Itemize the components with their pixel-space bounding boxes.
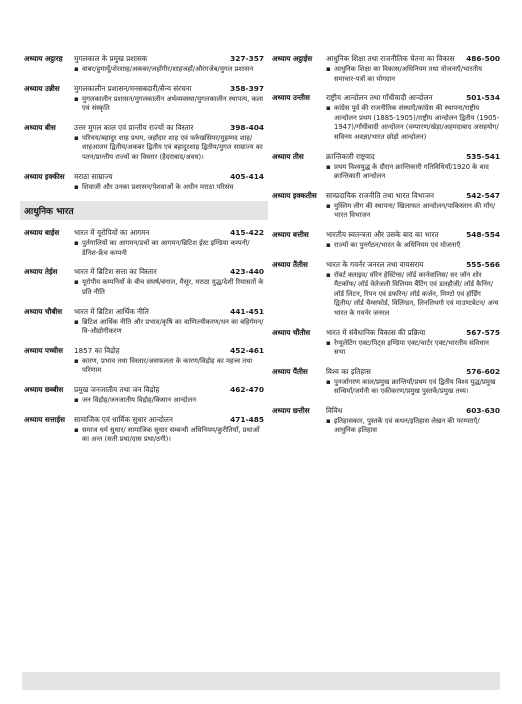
- chapter-body: [326, 54, 500, 84]
- chapter-title: भारत में ब्रिटिश सत्ता का विस्तार: [74, 267, 157, 277]
- chapter-subtopics: ▪ प्रथम विश्वयुद्ध के दौरान क्रान्तिकारी गतिविधियाँ/1920 के बाद क्रान्तिकारी आन्दोलन: [326, 163, 500, 182]
- toc-entry-row: [272, 230, 500, 251]
- toc-entry: [24, 385, 264, 406]
- chapter-label: अध्याय अट्ठारह: [24, 54, 63, 63]
- toc-entry-row: [272, 328, 500, 358]
- chapter-pages: 567-575: [466, 327, 500, 337]
- chapter-pages: 462-470: [230, 384, 264, 394]
- chapter-title: साम्प्रदायिक राजनीति तथा भारत विभाजन: [326, 190, 435, 200]
- chapter-subtopics: ▪ पुर्तगालियों का आगमन/डचों का आगमन/ब्रिटिश ईस्ट इण्डिया कम्पनी/डेनिश-फ्रेंच कम्पनी: [74, 239, 264, 258]
- chapter-title-line: [74, 267, 264, 277]
- toc-entry: [272, 260, 500, 319]
- chapter-pages: 501-534: [466, 93, 500, 103]
- chapter-pages: 327-357: [230, 54, 264, 63]
- chapter-body: [326, 367, 500, 397]
- chapter-label: अध्याय पैंतीस: [272, 366, 308, 376]
- chapter-title: भारत में ब्रिटिश आर्थिक नीति: [74, 306, 149, 316]
- chapter-subtopics: ▪ इतिहासकार, पुस्तकें एवं कथन/इतिहास लेखन की परम्पराएँ/आधुनिक इतिहास: [326, 417, 500, 436]
- toc-entry: [24, 54, 264, 75]
- chapter-title: भारतीय स्वतन्त्रता और उसके बाद का भारत: [326, 229, 439, 239]
- toc-entry: [24, 228, 264, 258]
- chapter-body: [74, 54, 264, 75]
- chapter-label: अध्याय चौंतीस: [272, 327, 311, 337]
- chapter-pages: 471-485: [230, 414, 264, 424]
- chapter-body: [74, 385, 264, 406]
- chapter-title: प्रमुख जनजातीय तथा जन विद्रोह: [74, 384, 160, 394]
- chapter-label: अध्याय छत्तीस: [272, 405, 310, 415]
- chapter-title-line: [74, 228, 264, 238]
- toc-list-modern: [24, 228, 264, 445]
- toc-entry: [272, 54, 500, 84]
- chapter-title-line: [74, 415, 264, 425]
- chapter-body: [326, 152, 500, 182]
- chapter-body: [326, 260, 500, 319]
- section-header-modern-india: आधुनिक भारत: [20, 201, 268, 220]
- chapter-title-line: [326, 230, 500, 240]
- chapter-label: अध्याय पच्चीस: [24, 345, 63, 355]
- toc-entry-row: [24, 307, 264, 337]
- toc-entry: [272, 152, 500, 182]
- toc-list-right: [272, 54, 500, 436]
- toc-entry: [24, 307, 264, 337]
- toc-right-column: [272, 54, 500, 445]
- toc-entry-row: [24, 415, 264, 445]
- chapter-label: अध्याय उन्तीस: [272, 93, 310, 103]
- chapter-body: [326, 93, 500, 142]
- chapter-subtopics: ▪ कांग्रेस पूर्व की राजनीतिक संस्थाएँ/कांग्रेस की स्थापना/राष्ट्रीय आन्दोलन प्रथम (1885-1905)/राष्ट्रीय आन्दोलन द्वितीय (1905-1947)/गाँधीवादी आन्दोलन (चम्पारण/खेड़ा/अहमदाबाद असहयोग/सविनय अवज्ञा/भारत छोड़ो आन्दोलन): [326, 104, 500, 142]
- chapter-subtopics: ▪ कारण, प्रभाव तथा विस्तार/असफलता के कारण/विद्रोह का महत्त्व तथा परिणाम: [74, 357, 264, 376]
- toc-entry: [24, 346, 264, 376]
- chapter-title-line: [326, 93, 500, 103]
- chapter-subtopics: ▪ समाज धर्म सुधार/ सामाजिक सुधार सम्बन्धी अधिनियम/कुरीतियाँ, प्रथाओं का अन्त (सती प्रथा/दास प्रथा/ठगी)।: [74, 426, 264, 445]
- chapter-pages: 486-500: [466, 54, 500, 63]
- chapter-subtopics: ▪ मुस्लिम लीग की स्थापना/ खिलाफत आन्दोलन/पाकिस्तान की माँग/ भारत विभाजन: [326, 202, 500, 221]
- chapter-title: मुगलकालीन प्रशासन/मनसबदारी/सैन्य संरचना: [74, 83, 192, 93]
- chapter-subtopics: ▪ यूरोपीय कम्पनियों के बीच संघर्ष/बंगाल, मैसूर, मराठा युद्ध/देशी रियासतों के प्रति नीति: [74, 278, 264, 297]
- chapter-label: अध्याय बाईस: [24, 228, 60, 238]
- chapter-pages: 555-566: [466, 259, 500, 269]
- chapter-title: क्रान्तिकारी राष्ट्रवाद: [326, 151, 375, 161]
- chapter-label: अध्याय अट्ठाईस: [272, 54, 313, 63]
- toc-entry: [24, 267, 264, 297]
- toc-entry-row: [24, 385, 264, 406]
- toc-entry: [24, 172, 264, 193]
- chapter-title-line: [74, 172, 264, 182]
- toc-entry-row: [24, 123, 264, 163]
- chapter-pages: 398-404: [230, 122, 264, 132]
- chapter-subtopics: ▪ ब्रिटिश आर्थिक नीति और प्रभाव/कृषि का वाणिज्यीकरण/धन का बहिर्गमन/वि-औद्योगीकरण: [74, 318, 264, 337]
- chapter-subtopics: ▪ बाबर/हुमायूँ/शेरशाह/अकबर/जहाँगीर/शाहजहाँ/औरंगजेब/मुगल प्रशासन: [74, 65, 264, 75]
- chapter-body: [74, 172, 264, 193]
- chapter-body: [326, 328, 500, 358]
- toc-entry: [24, 415, 264, 445]
- chapter-title-line: [74, 385, 264, 395]
- toc-entry-row: [272, 406, 500, 436]
- chapter-subtopics: ▪ आधुनिक शिक्षा का विकास/अधिनियम तथा योजनाएँ/भारतीय समाचार-पत्रों का योगदान: [326, 65, 500, 84]
- toc-entry-row: [24, 84, 264, 114]
- chapter-pages: 548-554: [466, 229, 500, 239]
- toc-entry-row: [272, 191, 500, 221]
- chapter-pages: 358-397: [230, 83, 264, 93]
- chapter-title: मराठा साम्राज्य: [74, 171, 113, 181]
- chapter-pages: 423-440: [230, 267, 264, 277]
- chapter-label: अध्याय बीस: [24, 122, 56, 132]
- toc-entry-row: [272, 260, 500, 319]
- chapter-title-line: [326, 406, 500, 416]
- chapter-subtopics: ▪ पुनर्जागरण काल/प्रमुख क्रान्तियाँ/प्रथम एवं द्वितीय विश्व युद्ध/प्रमुख सन्धियाँ/जर्मनी का एकीकरण/प्रमुख पुस्तकें/प्रमुख तथ्य।: [326, 378, 500, 397]
- chapter-body: [74, 415, 264, 445]
- chapter-subtopics: ▪ रेग्यूलेटिंग एक्ट/पिट्स इण्डिया एक्ट/चार्टर एक्ट/भारतीय संविधान सभा: [326, 339, 500, 358]
- chapter-title-line: [74, 346, 264, 356]
- chapter-body: [326, 406, 500, 436]
- chapter-title: आधुनिक शिक्षा तथा राजनीतिक चेतना का विकास: [326, 54, 455, 63]
- chapter-title: उत्तर मुगल काल एवं प्रान्तीय राज्यों का विस्तार: [74, 122, 194, 132]
- chapter-label: अध्याय सत्ताईस: [24, 414, 65, 424]
- toc-entry: [272, 191, 500, 221]
- toc-entry: [272, 367, 500, 397]
- chapter-body: [326, 230, 500, 251]
- chapter-title-line: [74, 54, 264, 64]
- toc-entry: [272, 230, 500, 251]
- chapter-title-line: [326, 54, 500, 64]
- chapter-title: विश्व का इतिहास: [326, 366, 371, 376]
- toc-entry-row: [24, 54, 264, 75]
- chapter-title: भारत के गवर्नर जनरल तथा वायसराय: [326, 259, 424, 269]
- chapter-label: अध्याय तेईस: [24, 267, 58, 277]
- chapter-title-line: [326, 367, 500, 377]
- chapter-label: अध्याय छब्बीस: [24, 384, 64, 394]
- toc-entry-row: [24, 172, 264, 193]
- chapter-label: अध्याय बत्तीस: [272, 229, 309, 239]
- chapter-pages: 542-547: [466, 190, 500, 200]
- chapter-title: सामाजिक एवं धार्मिक सुधार आन्दोलन: [74, 414, 173, 424]
- chapter-title-line: [326, 191, 500, 201]
- chapter-title-line: [326, 260, 500, 270]
- footer-band: [22, 672, 500, 690]
- chapter-subtopics: ▪ परिचय/बहादुर शाह प्रथम, जहाँदार शाह एवं फर्रुखसियर/मुहम्मद शाह/शाहआलम द्वितीय/अकबर द्वितीय एवं बहादुरशाह द्वितीय/मुगल साम्राज्य का पतन/प्रान्तीय राज्यों का विस्तार (हैदराबाद/अवध)।: [74, 134, 264, 163]
- chapter-subtopics: ▪ राज्यों का पुनर्गठन/भारत के अधिनियम एवं योजनाएँ: [326, 241, 500, 251]
- chapter-label: अध्याय इक्कतीस: [272, 190, 317, 200]
- toc-entry-row: [272, 367, 500, 397]
- toc-list-medieval: [24, 54, 264, 192]
- chapter-title: राष्ट्रीय आन्दोलन तथा गाँधीवादी आन्दोलन: [326, 93, 433, 103]
- toc-left-column: [24, 54, 264, 454]
- toc-entry-row: [272, 93, 500, 142]
- chapter-label: अध्याय इक्कीस: [24, 171, 65, 181]
- toc-entry-row: [24, 228, 264, 258]
- chapter-pages: 603-630: [466, 405, 500, 415]
- toc-entry: [272, 93, 500, 142]
- chapter-body: [326, 191, 500, 221]
- chapter-body: [74, 228, 264, 258]
- chapter-title: भारत में संवैधानिक विकास की प्रक्रिया: [326, 327, 426, 337]
- toc-entry: [24, 84, 264, 114]
- chapter-title-line: [74, 307, 264, 317]
- chapter-body: [74, 84, 264, 114]
- chapter-subtopics: ▪ जन विद्रोह/जनजातीय विद्रोह/किसान आन्दोलन: [74, 396, 264, 406]
- chapter-pages: 576-602: [466, 366, 500, 376]
- chapter-body: [74, 267, 264, 297]
- chapter-title-line: [74, 84, 264, 94]
- toc-entry-row: [272, 54, 500, 84]
- chapter-title-line: [326, 152, 500, 162]
- chapter-body: [74, 123, 264, 163]
- toc-entry-row: [272, 152, 500, 182]
- toc-entry-row: [24, 267, 264, 297]
- toc-entry: [24, 123, 264, 163]
- chapter-subtopics: ▪ शिवाजी और उनका प्रशासन/पेशवाओं के अधीन मराठा परिसंघ: [74, 183, 264, 193]
- chapter-title-line: [74, 123, 264, 133]
- toc-entry-row: [24, 346, 264, 376]
- chapter-label: अध्याय उन्नीस: [24, 83, 60, 93]
- chapter-pages: 441-451: [230, 306, 264, 316]
- chapter-title: मुगलकाल के प्रमुख प्रशासक: [74, 54, 148, 63]
- chapter-subtopics: ▪ रॉबर्ट क्लाइव/ वॉरेन हेस्टिंग्स/ लॉर्ड कार्नवालिस/ सर जॉन शोर मैटकॉफ/ लॉर्ड वेलेजली विलियम बैंटिंग एवं डलहौजी/ लॉर्ड कैनिंग/ लॉर्ड लिटन, रिपन एवं डफरिन/ लॉर्ड कर्जन, मिण्टो एवं हॉर्डिंग द्वितीय/ लॉर्ड चैम्सफोर्ड, विलिंग्डन, लिनलिथगो एवं माउण्टबेटन/ अन्य भारत के गवर्नर जनरल: [326, 271, 500, 319]
- chapter-label: अध्याय चौबीस: [24, 306, 63, 316]
- chapter-label: अध्याय तैंतीस: [272, 259, 308, 269]
- chapter-pages: 405-414: [230, 171, 264, 181]
- chapter-pages: 452-461: [230, 345, 264, 355]
- chapter-title-line: [326, 328, 500, 338]
- chapter-title: विविध: [326, 405, 343, 415]
- toc-entry: [272, 328, 500, 358]
- chapter-title: 1857 का विद्रोह: [74, 345, 120, 355]
- chapter-subtopics: ▪ मुगलकालीन प्रशासन/मुगलकालीन अर्थव्यवस्था/मुगलकालीन स्थापत्य, कला एवं संस्कृति: [74, 95, 264, 114]
- chapter-pages: 535-541: [466, 151, 500, 161]
- chapter-label: अध्याय तीस: [272, 151, 304, 161]
- chapter-pages: 415-422: [230, 228, 264, 238]
- chapter-body: [74, 346, 264, 376]
- toc-entry: [272, 406, 500, 436]
- chapter-title: भारत में यूरोपियों का आगमन: [74, 228, 150, 238]
- chapter-body: [74, 307, 264, 337]
